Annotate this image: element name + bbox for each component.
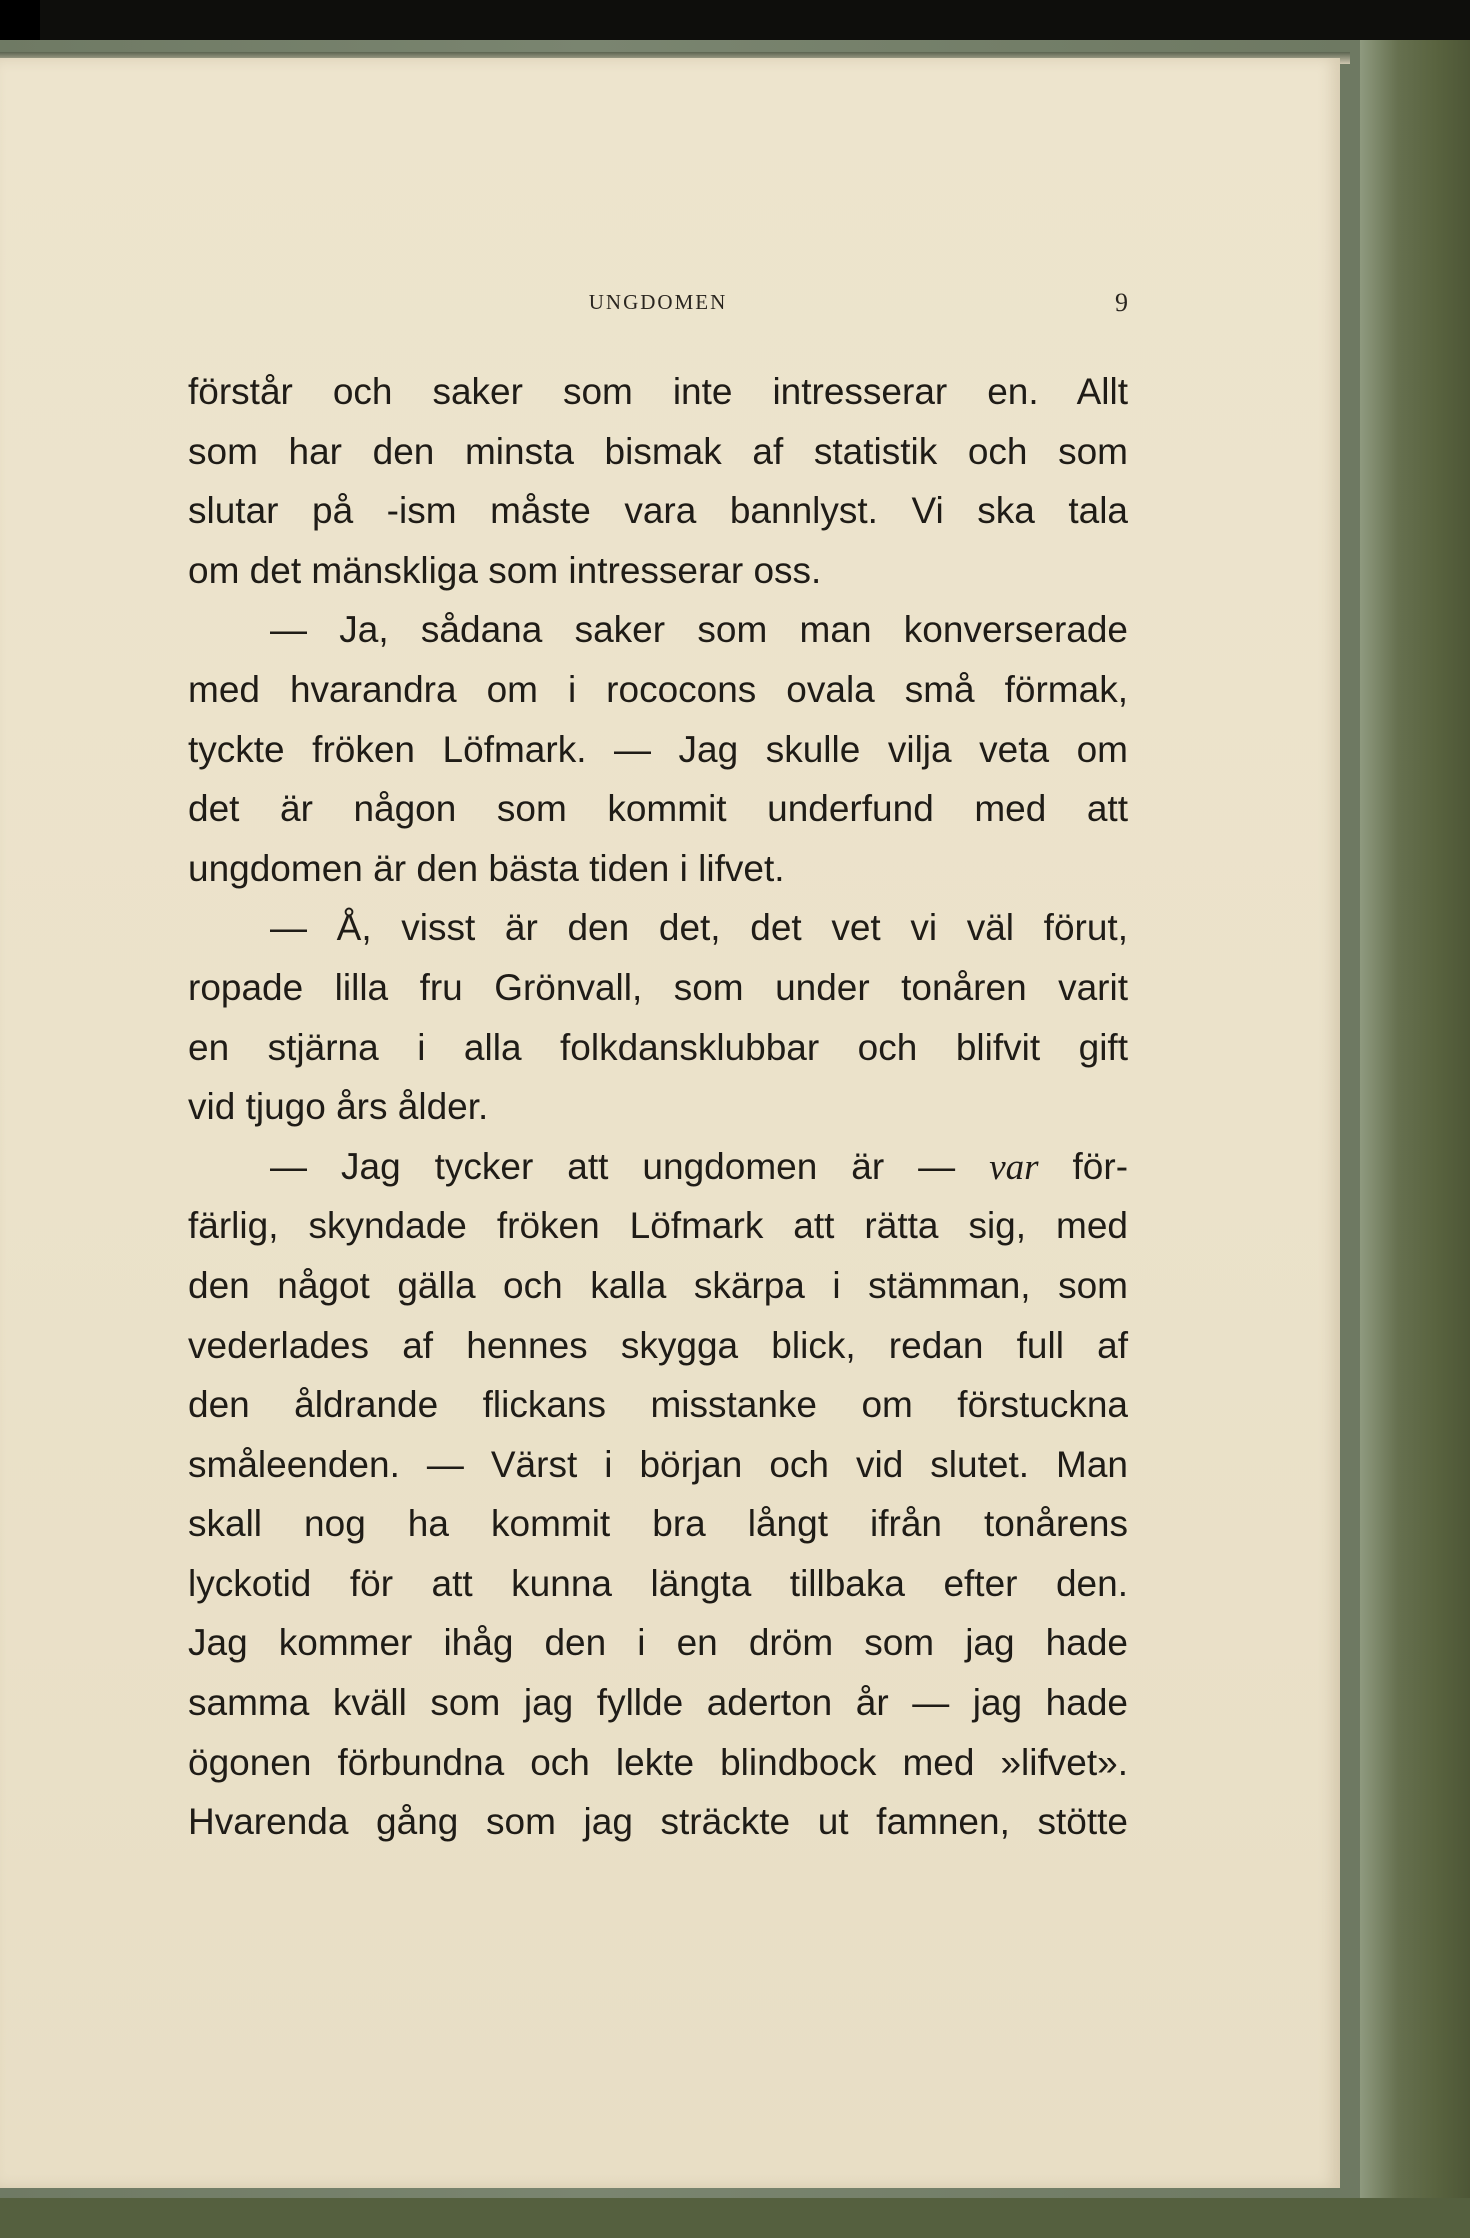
text-line: färlig, skyndade fröken Löfmark att rätta sig, med — [188, 1205, 1128, 1247]
text-fragment: — Jag tycker att ungdomen är — — [270, 1145, 956, 1187]
text-line: vid tjugo års ålder. — [188, 1086, 489, 1128]
running-head-title: UNGDOMEN — [588, 290, 728, 314]
text-line: en stjärna i alla folkdansklubbar och blifvit gift — [188, 1026, 1128, 1068]
body-text — [188, 362, 1128, 1852]
running-head — [188, 290, 1128, 320]
book-cover-bottom — [0, 2198, 1470, 2238]
text-line: som har den minsta bismak af statistik och som — [188, 430, 1128, 472]
text-line: — Å, visst är den det, det vet vi väl förut, — [270, 907, 1128, 949]
page-number: 9 — [1115, 288, 1128, 317]
text-line: vederlades af hennes skygga blick, redan full af — [188, 1324, 1128, 1366]
text-line: ungdomen är den bästa tiden i lifvet. — [188, 847, 785, 889]
text-line: småleenden. — Värst i början och vid slutet. Man — [188, 1443, 1128, 1485]
text-line: samma kväll som jag fyllde aderton år — jag hade — [188, 1682, 1128, 1724]
italic-word: var — [989, 1146, 1039, 1188]
text-line: om det mänskliga som intresserar oss. — [188, 549, 822, 591]
text-line: förstår och saker som inte intresserar en. Allt — [188, 371, 1128, 412]
text-line: Hvarenda gång som jag sträckte ut famnen, stötte — [188, 1801, 1128, 1843]
text-line: det är någon som kommit underfund med att — [188, 788, 1128, 830]
text-line: tyckte fröken Löfmark. — Jag skulle vilja veta om — [188, 728, 1128, 770]
text-line: lyckotid för att kunna längta tillbaka efter den. — [188, 1562, 1128, 1604]
text-line: med hvarandra om i rococons ovala små förmak, — [188, 668, 1128, 710]
text-line: ögonen förbundna och lekte blindbock med »lifvet». — [188, 1741, 1128, 1783]
text-line-mixed — [188, 1137, 1128, 1197]
text-line: den något gälla och kalla skärpa i stämman, som — [188, 1264, 1128, 1306]
book-cover-edge — [1360, 40, 1470, 2238]
text-line: slutar på -ism måste vara bannlyst. Vi ska tala — [188, 490, 1128, 532]
text-line: — Ja, sådana saker som man konverserade — [270, 609, 1128, 651]
text-fragment: för- — [1072, 1145, 1129, 1187]
text-line: Jag kommer ihåg den i en dröm som jag hade — [188, 1622, 1128, 1664]
text-line: skall nog ha kommit bra långt ifrån tonårens — [188, 1503, 1128, 1545]
text-line: den åldrande flickans misstanke om förstuckna — [188, 1384, 1128, 1426]
text-line: ropade lilla fru Grönvall, som under tonåren varit — [188, 966, 1128, 1008]
